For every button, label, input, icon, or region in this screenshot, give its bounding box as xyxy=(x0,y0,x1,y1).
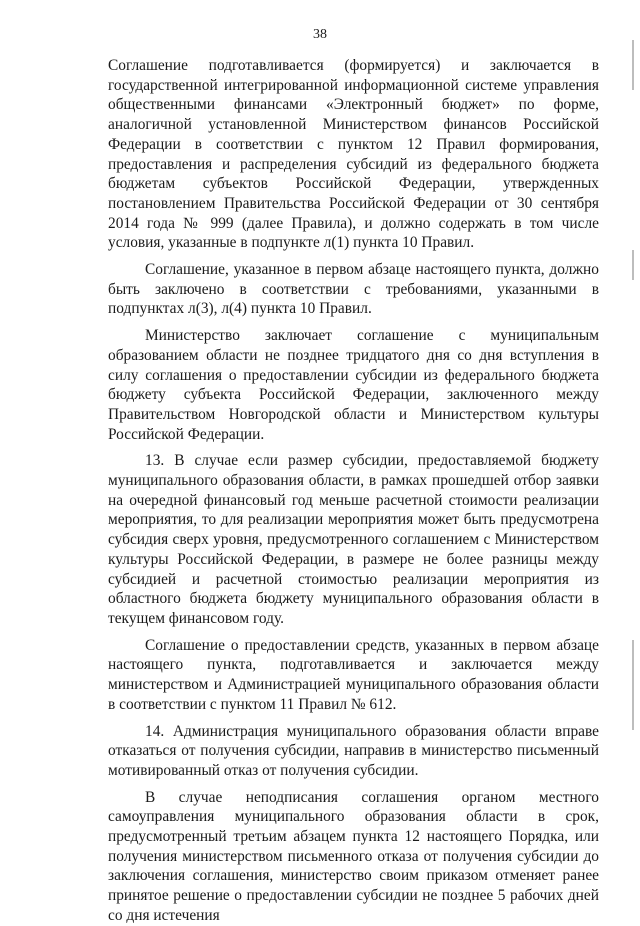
scan-edge-mark xyxy=(632,640,634,730)
page-number: 38 xyxy=(313,27,327,42)
paragraph-ministry-agreement: Министерство заключает соглашение с муниципальным образованием области не позднее тридцатого дня со дня вступления в силу соглашения о предоставлении субсидии из федерального бюджета бюджету субъекта Российской Федерации, заключенного между Правительством Новгородской области и Министерством культуры Российской Федерации. xyxy=(108,327,599,443)
scan-edge-mark xyxy=(632,250,634,280)
paragraph-item-14: 14. Администрация муниципального образования области вправе отказаться от получения субсидии, направив в министерство письменный мотивированный отказ от получения субсидии. xyxy=(108,722,599,779)
paragraph-funds-agreement: Соглашение о предоставлении средств, указанных в первом абзаце настоящего пункта, подготавливается и заключается между министерством и Администрацией муниципального образования области в соответствии с пунктом 11 Правил № 612. xyxy=(108,636,599,713)
paragraph-item-13: 13. В случае если размер субсидии, предоставляемой бюджету муниципального образования области, в рамках прошедшей отбор заявки на очередной финансовый год меньше расчетной стоимости реализации мероприятия, то для реализации мероприятия может быть предусмотрена субсидия сверх уровня, предусмотренного соглашением с Министерством культуры Российской Федерации, в размере не более разницы между субсидией и расчетной стоимостью реализации мероприятия из областного бюджета бюджету муниципального образования области в текущем финансовом году. xyxy=(108,452,599,627)
paragraph-agreement-preparation: Соглашение подготавливается (формируется) и заключается в государственной интегрированной информационной системе управления общественными финансами «Электронный бюджет» по форме, аналогичной установленной Министерством финансов Российской Федерации в соответствии с пунктом 12 Правил формирования, предоставления и распределения субсидий из федерального бюджета бюджетам субъектов Российской Федерации, утвержденных постановлением Правительства Российской Федерации от 30 сентября 2014 года № 999 (далее Правила), и должно содержать в том числе условия, указанные в подпункте л(1) пункта 10 Правил. xyxy=(108,57,599,252)
document-body xyxy=(108,56,599,926)
paragraph-non-signing: В случае неподписания соглашения органом местного самоуправления муниципального образования области в срок, предусмотренный третьим абзацем пункта 12 настоящего Порядка, или получения министерством письменного отказа от получения субсидии до заключения соглашения, министерство своим приказом отменяет ранее принятое решение о предоставлении субсидии не позднее 5 рабочих дней со дня истечения xyxy=(108,788,599,924)
scan-edge-mark xyxy=(632,40,634,90)
paragraph-agreement-requirements: Соглашение, указанное в первом абзаце настоящего пункта, должно быть заключено в соответствии с требованиями, указанными в подпунктах л(3), л(4) пункта 10 Правил. xyxy=(108,261,599,318)
